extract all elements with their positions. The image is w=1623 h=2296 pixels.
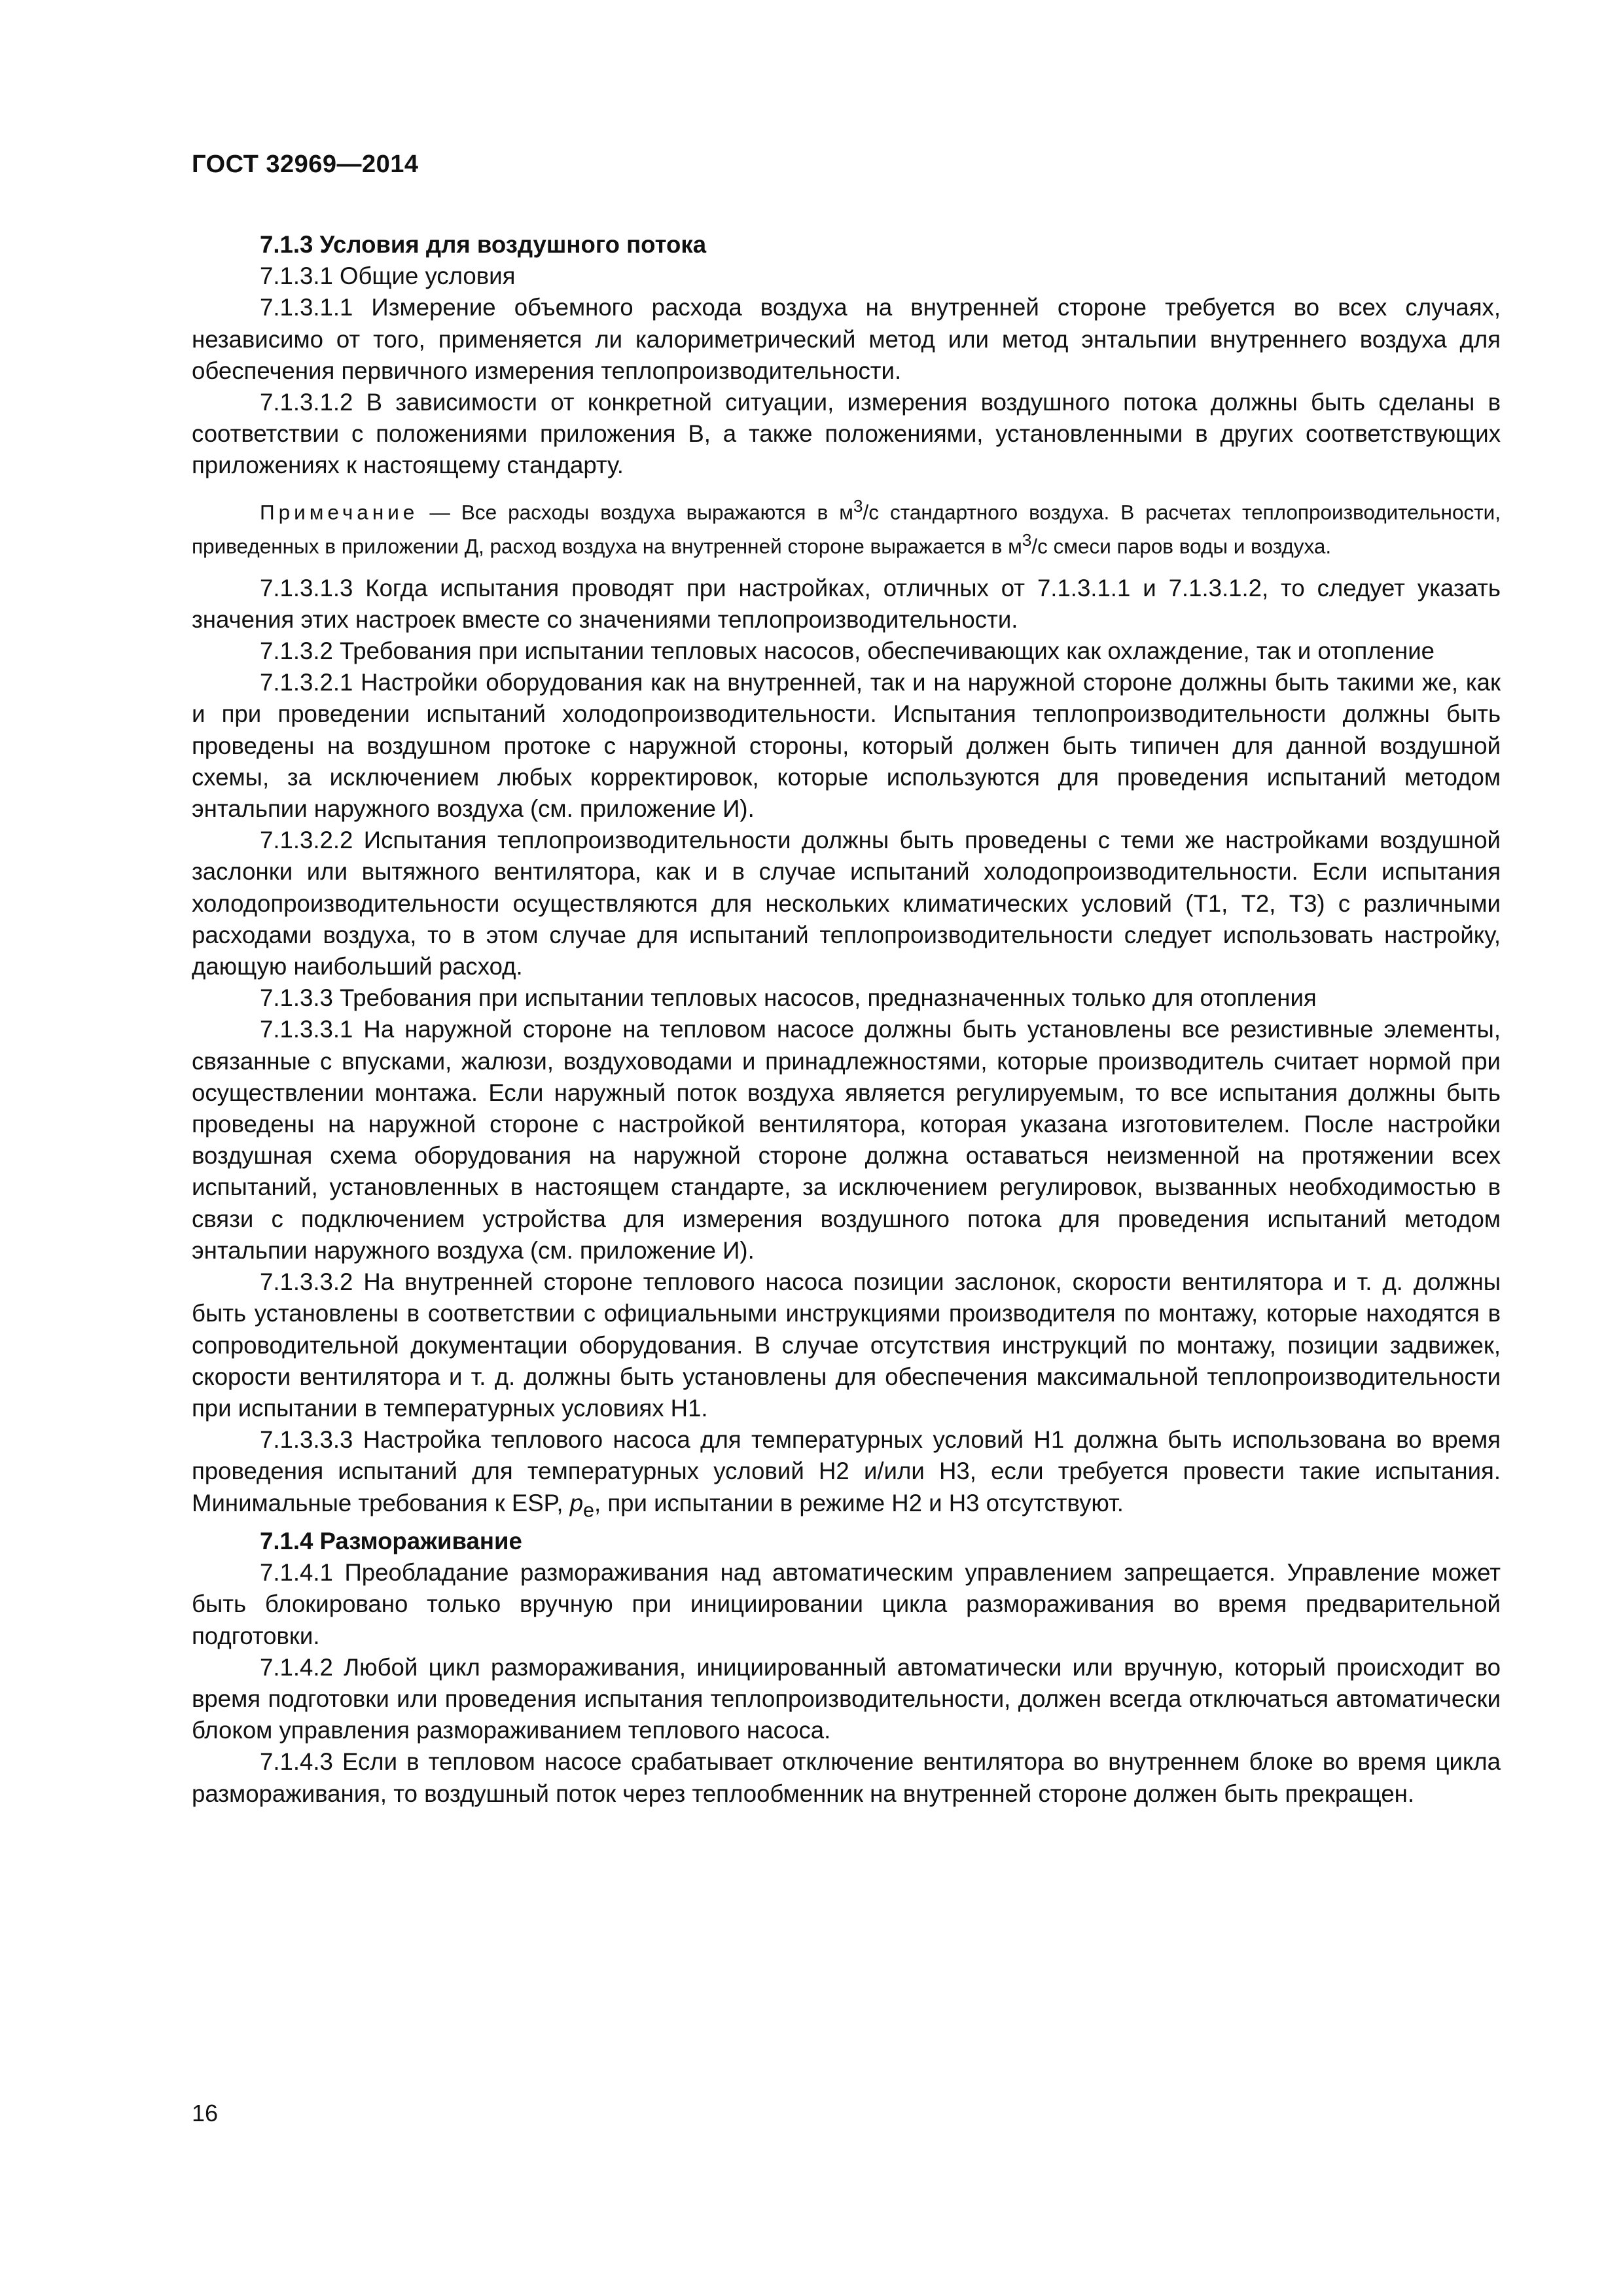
clause-7-1-4-2: 7.1.4.2 Любой цикл размораживания, инициированный автоматически или вручную, который происходит во время подготовки или проведения испытания теплопроизводительности, должен всегда отключаться автоматически блоком управления размораживанием теплового насоса. (192, 1653, 1501, 1744)
clause-7-1-3-1: 7.1.3.1 Общие условия (260, 262, 516, 290)
note-text-1: — Все расходы воздуха выражаются в м (418, 500, 853, 524)
clause-7-1-3-1-3: 7.1.3.1.3 Когда испытания проводят при настройках, отличных от 7.1.3.1.1 и 7.1.3.1.2, то следует указать значения этих настроек вместе со значениями теплопроизводительности. (192, 574, 1501, 633)
page-body (192, 229, 1501, 1810)
section-7-1-4-heading: 7.1.4 Размораживание (260, 1528, 522, 1555)
clause-7-1-4-3: 7.1.4.3 Если в тепловом насосе срабатывает отключение вентилятора во внутреннем блоке во время цикла размораживания, то воздушный поток через теплообменник на внутренней стороне должен быть прекращен. (192, 1748, 1501, 1807)
clause-7-1-3-1-2: 7.1.3.1.2 В зависимости от конкретной ситуации, измерения воздушного потока должны быть сделаны в соответствии с положениями приложения В, а также положениями, установленными в других соответствующих приложениях к настоящему стандарту. (192, 389, 1501, 479)
note-label: Примечание (260, 500, 419, 524)
note-text-3: /с смеси паров воды и воздуха. (1031, 534, 1332, 558)
note-text-2: /с стандартного воздуха. В расчетах теплопроизводительности, приведенных в приложении Д, расход воздуха на внутренней стороне выражается в м (192, 500, 1501, 558)
note-superscript-2: 3 (1022, 530, 1032, 550)
clause-7-1-3-2-1: 7.1.3.2.1 Настройки оборудования как на внутренней, так и на наружной стороне должны быть такими же, как и при проведении испытаний холодопроизводительности. Испытания теплопроизводительности должны быть проведены на воздушном протоке с наружной стороны, который должен быть типичен для данной воздушной схемы, за исключением любых корректировок, которые используются для проведения испытаний методом энтальпии наружного воздуха (см. приложение И). (192, 669, 1501, 823)
clause-7-1-3-3-3 (192, 1424, 1501, 1526)
clause-7-1-3-3-3-text-2: , при испытании в режиме Н2 и Н3 отсутствуют. (594, 1489, 1124, 1516)
clause-7-1-4-1: 7.1.4.1 Преобладание размораживания над автоматическим управлением запрещается. Управление может быть блокировано только вручную при инициировании цикла размораживания во время предварительной подготовки. (192, 1559, 1501, 1649)
document-code-header: ГОСТ 32969—2014 (192, 151, 419, 178)
note-paragraph (192, 492, 1501, 561)
clause-7-1-3-3: 7.1.3.3 Требования при испытании тепловых насосов, предназначенных только для отопления (260, 984, 1317, 1012)
clause-7-1-3-2-2: 7.1.3.2.2 Испытания теплопроизводительности должны быть проведены с теми же настройками воздушной заслонки или вытяжного вентилятора, как и в случае испытаний холодопроизводительности. Если испытания холодопроизводительности осуществляются для нескольких климатических условий (Т1, Т2, Т3) с различными расходами воздуха, то в этом случае для испытаний теплопроизводительности следует использовать настройку, дающую наибольший расход. (192, 827, 1501, 980)
pressure-symbol-subscript: e (583, 1498, 594, 1521)
page-number: 16 (192, 2100, 219, 2126)
note-superscript-1: 3 (853, 495, 863, 516)
clause-7-1-3-1-1: 7.1.3.1.1 Измерение объемного расхода воздуха на внутренней стороне требуется во всех случаях, независимо от того, применяется ли калориметрический метод или метод энтальпии внутреннего воздуха для обеспечения первичного измерения теплопроизводительности. (192, 294, 1501, 384)
clause-7-1-3-2: 7.1.3.2 Требования при испытании тепловых насосов, обеспечивающих как охлаждение, так и отопление (260, 637, 1435, 665)
section-7-1-3-heading: 7.1.3 Условия для воздушного потока (260, 231, 707, 258)
pressure-symbol: p (569, 1489, 584, 1516)
clause-7-1-3-3-1: 7.1.3.3.1 На наружной стороне на тепловом насосе должны быть установлены все резистивные элементы, связанные с впусками, жалюзи, воздуховодами и принадлежностями, которые производитель считает нормой при осуществлении монтажа. Если наружный поток воздуха является регулируемым, то все испытания должны быть проведены на наружной стороне с настройкой вентилятора, которая указана изготовителем. После настройки воздушная схема оборудования на наружной стороне должна оставаться неизменной на протяжении всех испытаний, установленных в настоящем стандарте, за исключением регулировок, вызванных необходимостью в связи с подключением устройства для измерения воздушного потока для проведения испытаний методом энтальпии наружного воздуха (см. приложение И). (192, 1016, 1501, 1264)
clause-7-1-3-3-2: 7.1.3.3.2 На внутренней стороне теплового насоса позиции заслонок, скорости вентилятора и т. д. должны быть установлены в соответствии с официальными инструкциями производителя по монтажу, которые находятся в сопроводительной документации оборудования. В случае отсутствия инструкций по монтажу, позиции задвижек, скорости вентилятора и т. д. должны быть установлены для обеспечения максимальной теплопроизводительности при испытании в температурных условиях Н1. (192, 1268, 1501, 1422)
clause-7-1-3-3-3-text-1: 7.1.3.3.3 Настройка теплового насоса для температурных условий Н1 должна быть использована во время проведения испытаний для температурных условий Н2 и/или Н3, если требуется провести такие испытания. Минимальные требования к ESP, (192, 1426, 1501, 1516)
